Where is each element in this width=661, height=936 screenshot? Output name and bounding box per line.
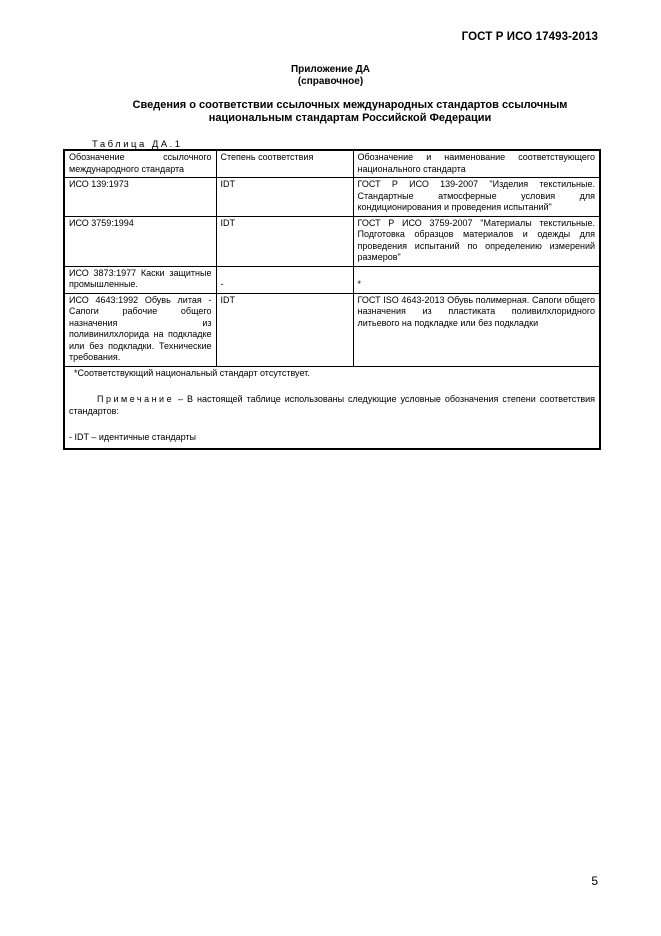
table-row bbox=[64, 266, 600, 293]
cell-national: ГОСТ Р ИСО 3759-2007 "Материалы текстильные. Подготовка образцов материалов и одежды для проведения испытаний по определению измерений размеров" bbox=[353, 216, 600, 266]
cell-international: ИСО 3873:1977 Каски защитные промышленные. bbox=[64, 266, 216, 293]
table-notes-row bbox=[64, 366, 600, 449]
appendix-heading bbox=[0, 64, 661, 88]
cell-international: ИСО 4643:1992 Обувь литая - Сапоги рабочие общего назначения из поливинилхлорида на подкладке или без подкладки. Технические требования. bbox=[64, 293, 216, 366]
appendix-title: Приложение ДА bbox=[290, 64, 371, 75]
cell-degree: IDT bbox=[216, 293, 353, 366]
table-footnote: *Соответствующий национальный стандарт отсутствует. bbox=[74, 367, 310, 378]
header-national-standard: Обозначение и наименование соответствующего национального стандарта bbox=[353, 150, 600, 178]
table-row bbox=[64, 216, 600, 266]
document-code: ГОСТ Р ИСО 17493-2013 bbox=[461, 31, 598, 43]
page-number: 5 bbox=[591, 874, 598, 888]
section-heading-line-1: Сведения о соответствии ссылочных международных стандартов ссылочным bbox=[132, 99, 568, 111]
note-text: – В настоящей таблице использованы следующие условные обозначения степени соответствия стандартов: bbox=[69, 394, 595, 416]
cell-international: ИСО 3759:1994 bbox=[64, 216, 216, 266]
table-notes bbox=[64, 366, 600, 449]
note-label: Примечание bbox=[97, 394, 175, 404]
table-row bbox=[64, 293, 600, 366]
header-degree: Степень соответствия bbox=[216, 150, 353, 178]
standards-table bbox=[63, 149, 601, 450]
cell-degree: IDT bbox=[216, 216, 353, 266]
table-header-row bbox=[64, 150, 600, 178]
section-heading-line-2: национальным стандартам Российской Федерации bbox=[208, 112, 492, 124]
appendix-subtitle: (справочное) bbox=[297, 76, 364, 87]
cell-national: ГОСТ Р ИСО 139-2007 "Изделия текстильные. Стандартные атмосферные условия для кондиционирования и проведения испытаний" bbox=[353, 178, 600, 217]
table-legend: - IDT – идентичные стандарты bbox=[69, 432, 197, 442]
table-caption: Таблица ДА.1 bbox=[92, 139, 183, 150]
cell-degree: IDT bbox=[216, 178, 353, 217]
cell-international: ИСО 139:1973 bbox=[64, 178, 216, 217]
table-row bbox=[64, 178, 600, 217]
header-international-standard: Обозначение ссылочного международного стандарта bbox=[64, 150, 216, 178]
cell-degree: - bbox=[216, 266, 353, 293]
cell-national: * bbox=[353, 266, 600, 293]
section-heading bbox=[80, 99, 620, 125]
table-note bbox=[69, 394, 595, 417]
cell-national: ГОСТ ISO 4643-2013 Обувь полимерная. Сапоги общего назначения из пластиката поливилхлоридного литьевого на подкладке или без подкладки bbox=[353, 293, 600, 366]
